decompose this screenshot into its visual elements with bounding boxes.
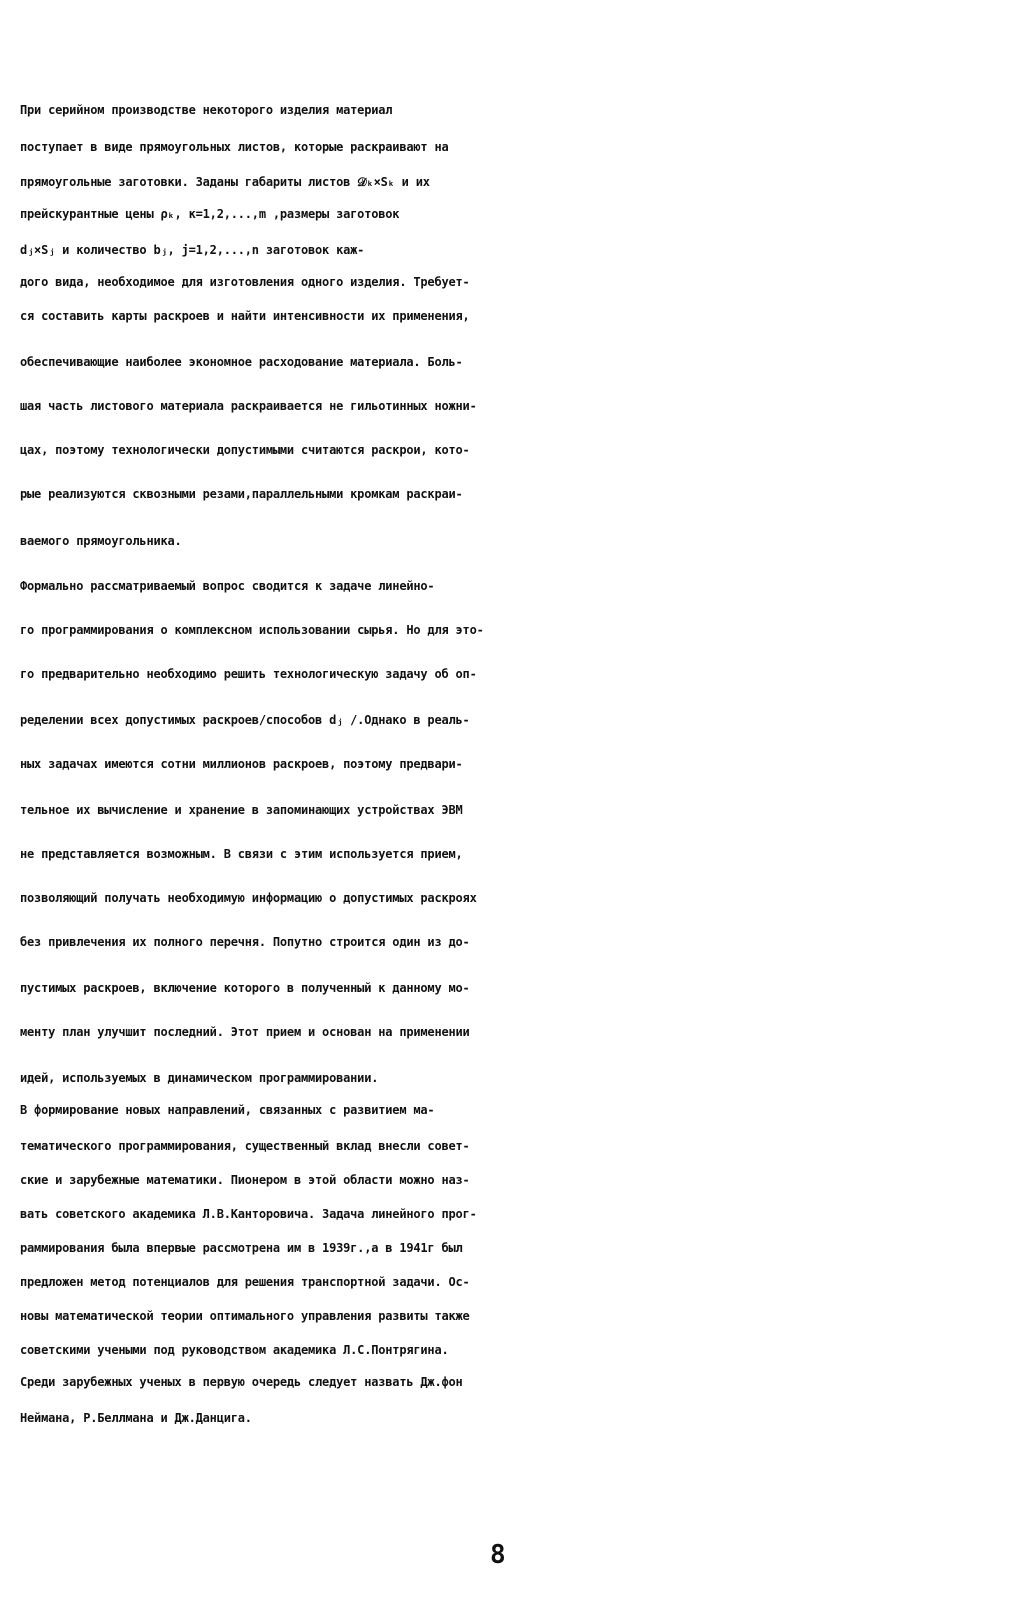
text-line: обеспечивающие наиболее экономное расходование материала. Боль-: [20, 355, 463, 369]
text-line: прямоугольные заготовки. Заданы габариты листов 𝒟ₖ×Sₖ и их: [20, 175, 430, 189]
text-line: менту план улучшит последний. Этот прием и основан на применении: [20, 1025, 470, 1039]
text-line: шая часть листового материала раскраивается не гильотинных ножни-: [20, 399, 477, 413]
text-line: предложен метод потенциалов для решения транспортной задачи. Ос-: [20, 1275, 470, 1289]
text-line: идей, используемых в динамическом программировании.: [20, 1071, 379, 1085]
text-line: Среди зарубежных ученых в первую очередь следует назвать Дж.фон: [20, 1375, 463, 1389]
text-line: позволяющий получать необходимую информацию о допустимых раскроях: [20, 891, 477, 905]
text-line: При серийном производстве некоторого изделия материал: [20, 103, 393, 117]
text-line: дого вида, необходимое для изготовления одного изделия. Требует-: [20, 275, 470, 289]
text-line: тельное их вычисление и хранение в запоминающих устройствах ЭВМ: [20, 803, 463, 817]
text-line: Формально рассматриваемый вопрос сводится к задаче линейно-: [20, 579, 435, 593]
text-line: цах, поэтому технологически допустимыми считаются раскрои, кото-: [20, 443, 470, 457]
text-line: ных задачах имеются сотни миллионов раскроев, поэтому предвари-: [20, 757, 463, 771]
text-line: пустимых раскроев, включение которого в полученный к данному мо-: [20, 981, 470, 995]
text-line: поступает в виде прямоугольных листов, которые раскраивают на: [20, 140, 449, 154]
text-line: го программирования о комплексном использовании сырья. Но для это-: [20, 623, 484, 637]
text-line: новы математической теории оптимального управления развиты также: [20, 1309, 470, 1323]
text-line: не представляется возможным. В связи с этим используется прием,: [20, 847, 463, 861]
text-line: го предварительно необходимо решить технологическую задачу об оп-: [20, 667, 477, 681]
text-line: ределении всех допустимых раскроев/способов dⱼ /.Однако в реаль-: [20, 713, 470, 727]
text-line: советскими учеными под руководством академика Л.С.Понтрягина.: [20, 1343, 449, 1357]
text-line: ся составить карты раскроев и найти интенсивности их применения,: [20, 309, 470, 323]
text-line: без привлечения их полного перечня. Попутно строится один из до-: [20, 935, 470, 949]
text-line: dⱼ×Sⱼ и количество bⱼ, j=1,2,...,n заготовок каж-: [20, 243, 365, 257]
text-line: вать советского академика Л.В.Канторовича. Задача линейного прог-: [20, 1207, 477, 1221]
text-line: В формирование новых направлений, связанных с развитием ма-: [20, 1103, 435, 1117]
text-line: ские и зарубежные математики. Пионером в этой области можно наз-: [20, 1173, 470, 1187]
text-line: прейскурантные цены ρₖ, к=1,2,...,m ,размеры заготовок: [20, 207, 400, 221]
text-line: рые реализуются сквозными резами,параллельными кромкам раскраи-: [20, 487, 463, 501]
text-line: тематического программирования, существенный вклад внесли совет-: [20, 1139, 470, 1153]
page-number: 8: [490, 1540, 506, 1570]
text-line: ваемого прямоугольника.: [20, 534, 182, 548]
text-line: раммирования была впервые рассмотрена им в 1939г.,а в 1941г был: [20, 1241, 463, 1255]
text-line: Неймана, Р.Беллмана и Дж.Данцига.: [20, 1411, 252, 1425]
